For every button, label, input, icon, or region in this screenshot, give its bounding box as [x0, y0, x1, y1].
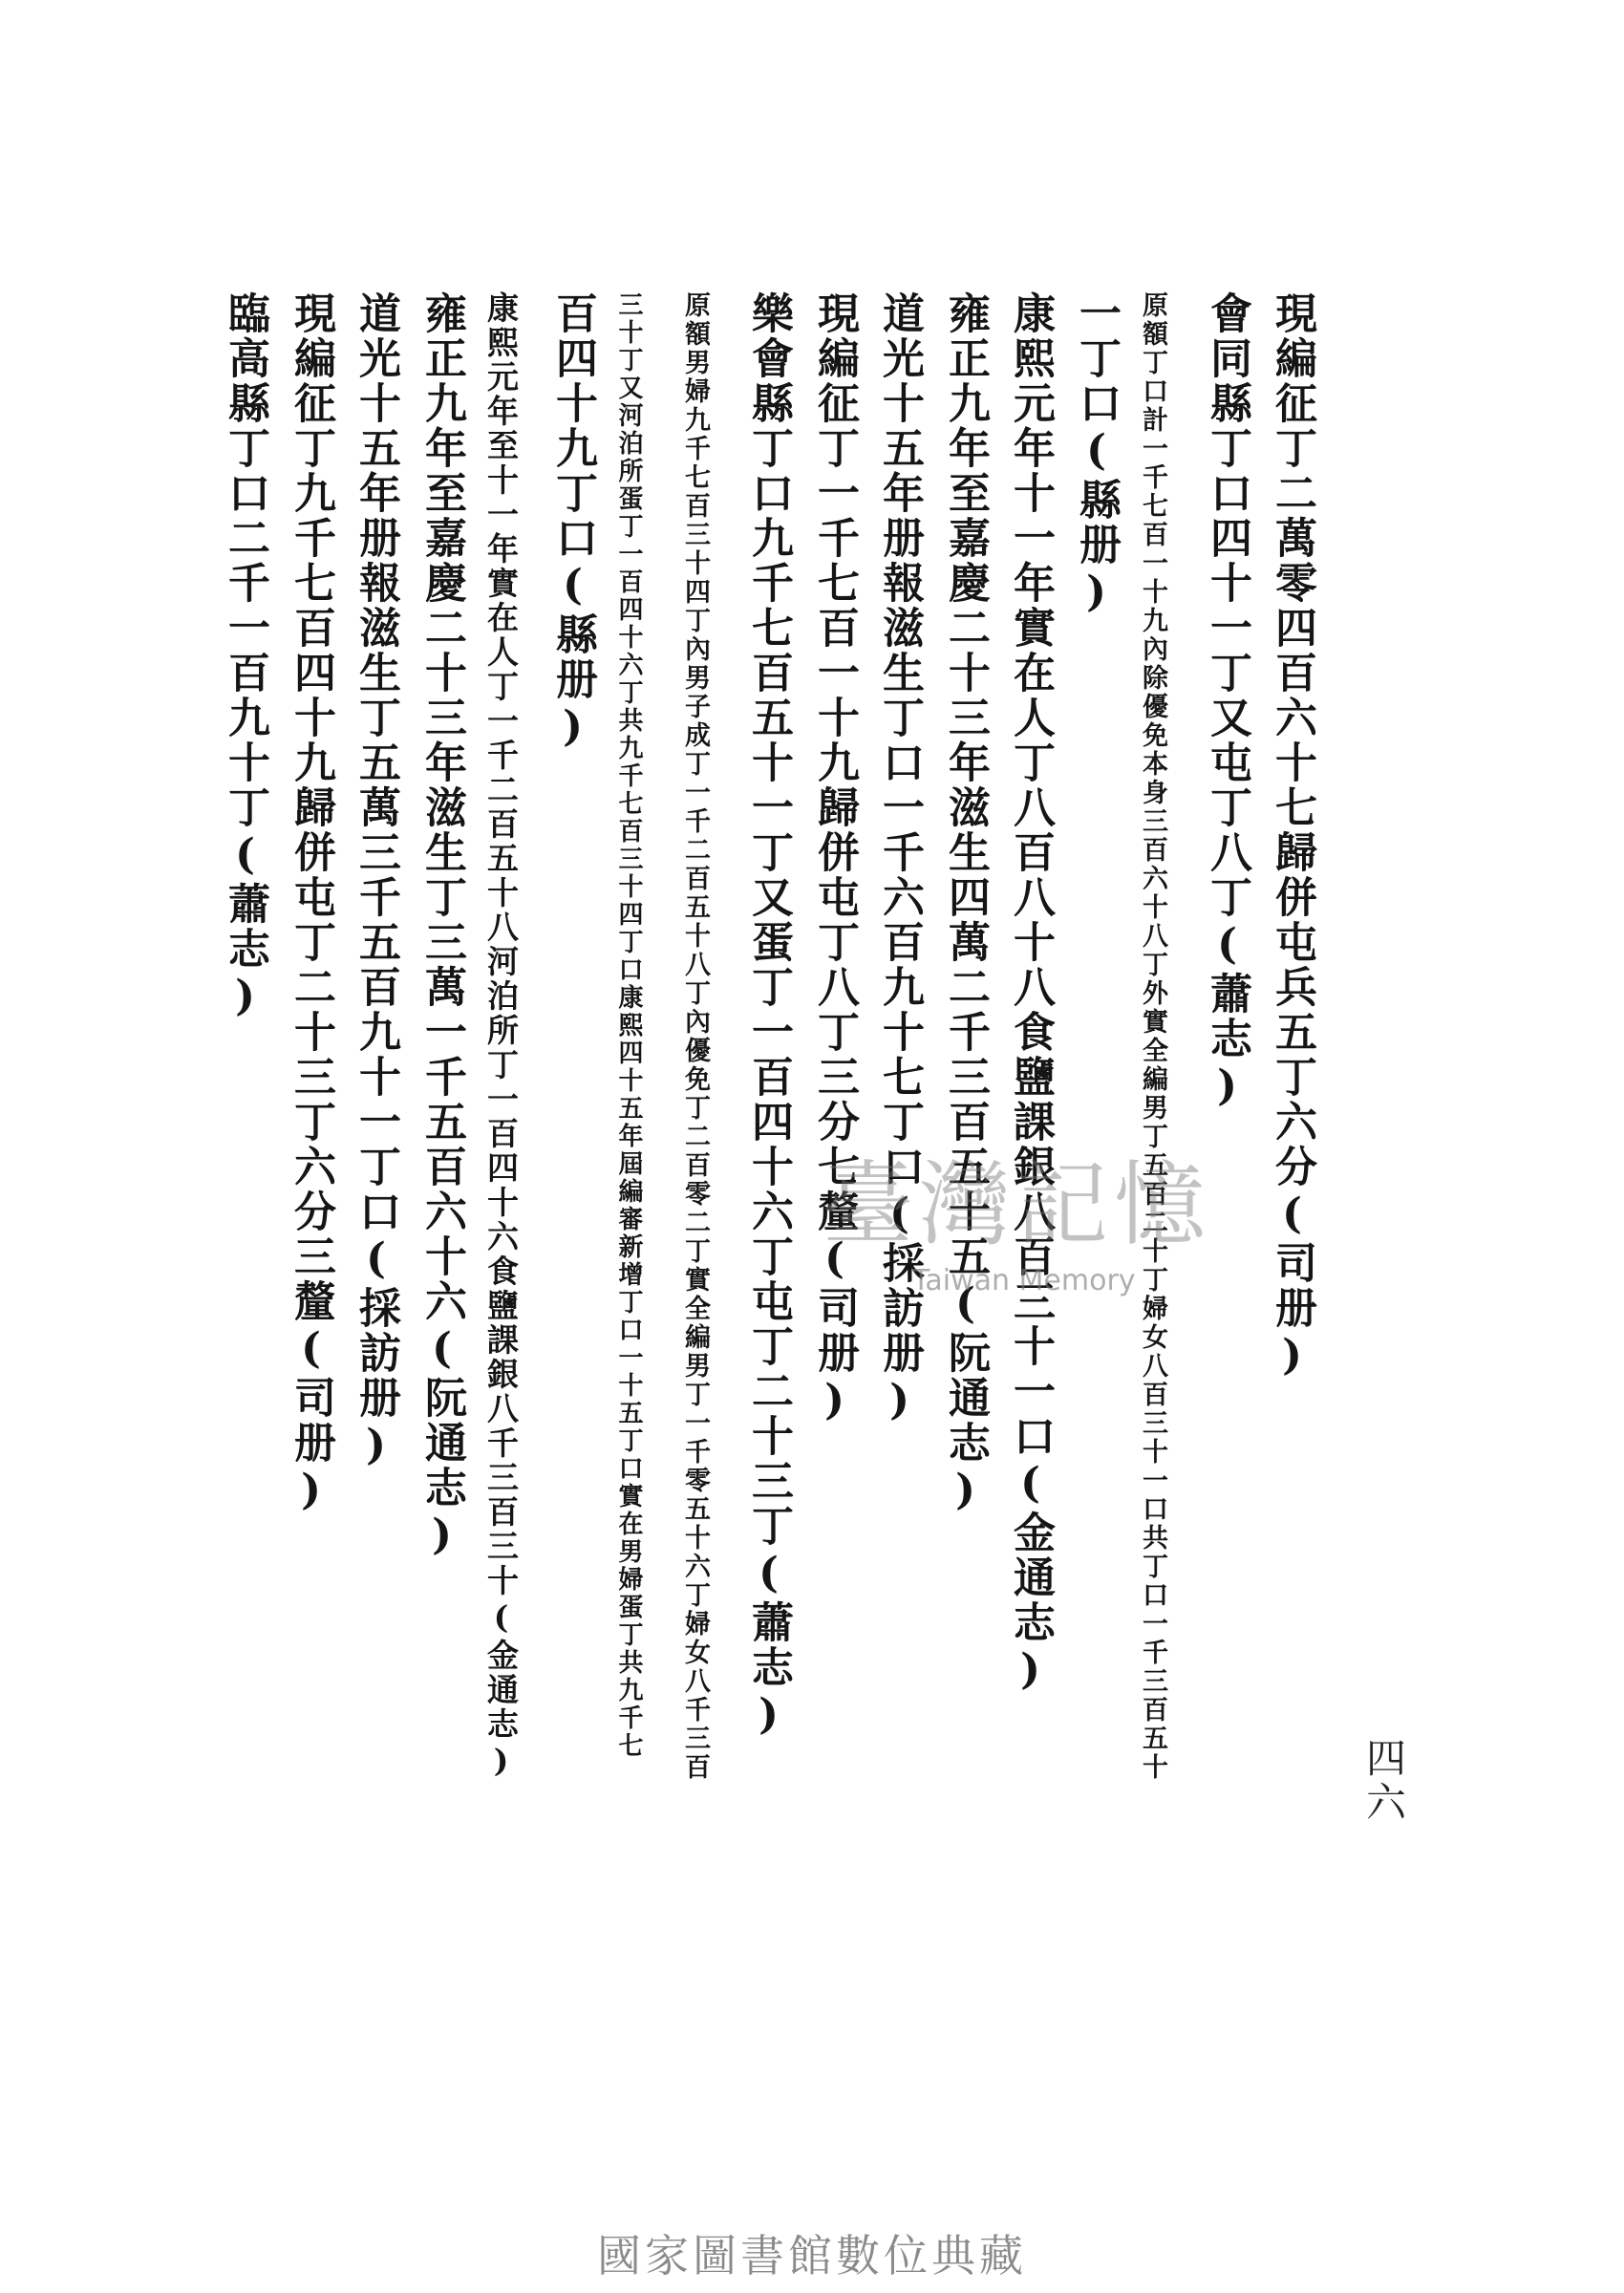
text-column: 雍正九年至嘉慶二十三年滋生丁三萬一千五百六十六(阮通志) — [417, 291, 466, 1562]
text-column: 道光十五年册報滋生丁口一千六百九十七丁口(採訪册) — [875, 291, 924, 1427]
text-column: 康熙元年至十一年實在人丁一千二百五十八河泊所丁一百四十六食鹽課銀八千三百三十(金通志) — [482, 291, 520, 1782]
text-column: 三十丁又河泊所蛋丁一百四十六丁共九千七百三十四丁口康熙四十五年屆編審新增丁口一十五丁口實在男婦蛋丁共九千七 — [614, 291, 643, 1760]
text-column: 康熙元年十一年實在人丁八百八十八食鹽課銀八百三十一口(金通志) — [1006, 291, 1055, 1697]
text-column: 現編征丁一千七百一十九歸併屯丁八丁三分七釐(司册) — [810, 291, 859, 1427]
text-column: 現編征丁九千七百四十九歸併屯丁二十三丁六分三釐(司册) — [287, 291, 335, 1517]
text-column: 現編征丁二萬零四百六十七歸併屯兵五丁六分(司册) — [1268, 291, 1316, 1382]
footer-credit: 國家圖書館數位典藏 — [597, 2230, 1027, 2282]
text-column: 臨高縣丁口二千一百九十丁(蕭志) — [221, 291, 269, 1023]
page-number: 四六 — [1360, 1737, 1407, 1825]
text-column: 一丁口(縣册) — [1072, 291, 1121, 619]
text-column: 道光十五年册報滋生丁五萬三千五百九十一丁口(採訪册) — [352, 291, 400, 1472]
text-column: 原額男婦九千七百三十四丁內男子成丁一千二百五十八丁內優免丁二百零二丁實全編男丁一千零五十六丁婦女八千三百 — [680, 291, 710, 1782]
text-column: 原額丁口計一千七百一十九內除優免本身三百六十八丁外實全編男丁五百二十丁婦女八百三十一口共丁口一千三百五十 — [1138, 291, 1167, 1782]
watermark-english: Taiwan Memory — [912, 1264, 1136, 1297]
text-column: 樂會縣丁口九千七百五十一丁又蛋丁一百四十六丁屯丁二十三丁(蕭志) — [744, 291, 793, 1742]
text-column: 雍正九年至嘉慶二十三年滋生四萬二千三百五十五(阮通志) — [941, 291, 990, 1517]
text-column: 百四十九丁口(縣册) — [548, 291, 597, 754]
text-column: 會同縣丁口四十一丁又屯丁八丁(蕭志) — [1203, 291, 1251, 1113]
watermark-chinese: 臺灣記憶 — [822, 1151, 1211, 1258]
